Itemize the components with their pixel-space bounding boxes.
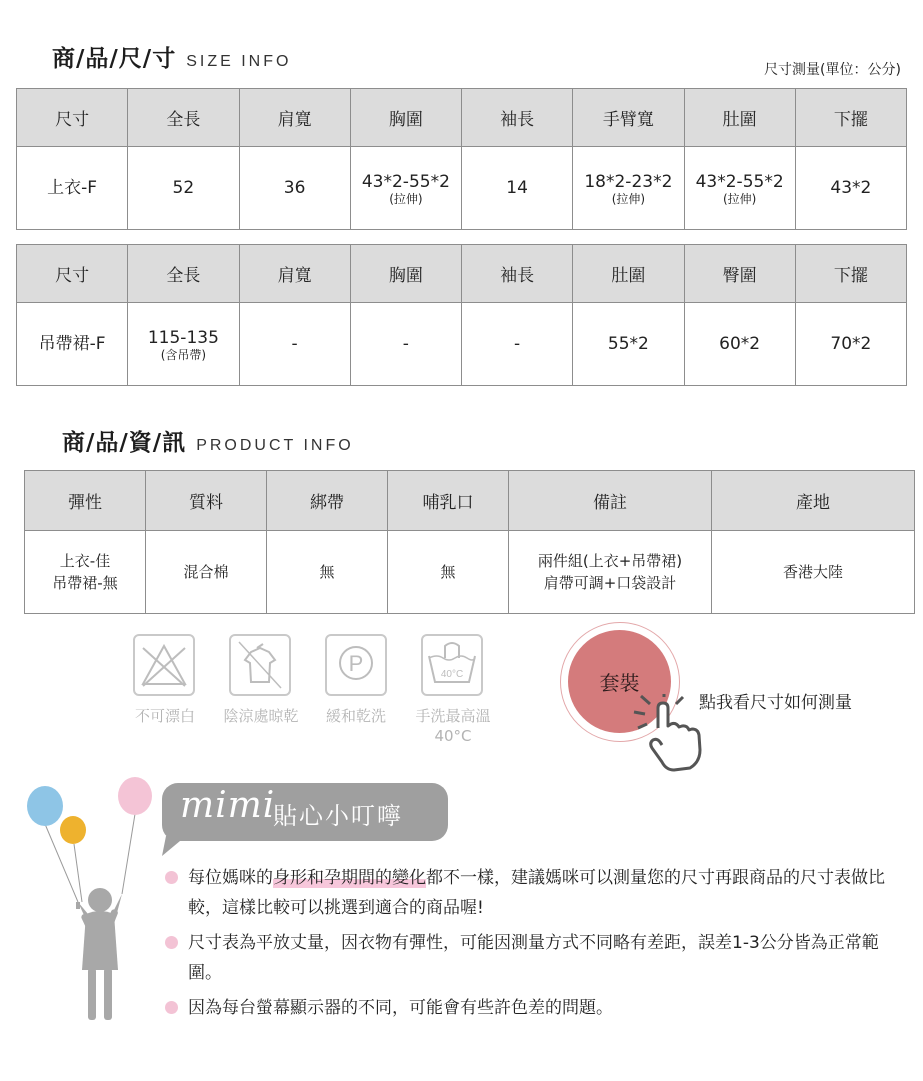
- product-title-en: PRODUCT INFO: [196, 437, 354, 454]
- size-title-zh: 商/品/尺/寸: [52, 46, 177, 72]
- cell-line: 無: [319, 563, 335, 581]
- cell-value: -: [514, 334, 521, 354]
- table-header: 綁帶: [267, 471, 388, 531]
- size-title-en: SIZE INFO: [186, 53, 292, 70]
- dry-clean-p-icon: [325, 634, 387, 696]
- cell-value: 115-135: [147, 327, 219, 348]
- table-cell: [17, 147, 128, 230]
- table-cell: [684, 303, 795, 386]
- balloon-blue: [27, 786, 63, 826]
- balloon-pink: [118, 777, 152, 815]
- table-header: 臀圍: [684, 245, 795, 303]
- care-label: [122, 706, 208, 726]
- tip-highlight: 身形和孕期間的變化: [273, 868, 426, 888]
- cell-value: 36: [283, 178, 306, 198]
- care-label-text: 不可漂白: [134, 707, 195, 725]
- product-info-table: [24, 470, 915, 614]
- cell-value: 18*2-23*2: [584, 171, 673, 192]
- dry-clean-symbol: P: [348, 651, 364, 676]
- cell-value: 60*2: [719, 334, 761, 354]
- table-header: 手臂寬: [573, 89, 684, 147]
- cell-value: 14: [506, 178, 528, 198]
- hand-wash-icon: [421, 634, 483, 696]
- cell-value: 70*2: [830, 334, 872, 354]
- table-header: 下擺: [795, 245, 906, 303]
- care-label-text: 手洗最高溫: [415, 707, 491, 725]
- tip-text: 因為每台螢幕顯示器的不同，可能會有些許色差的問題。: [188, 998, 613, 1018]
- table-header: 肩寬: [239, 245, 350, 303]
- cell-value: -: [402, 334, 409, 354]
- table-cell: [128, 147, 239, 230]
- table-header: 產地: [712, 471, 915, 531]
- table-cell: [573, 147, 684, 230]
- table-header: 尺寸: [17, 89, 128, 147]
- table-cell: [239, 303, 350, 386]
- table-header: 備註: [509, 471, 712, 531]
- table-cell: [350, 303, 461, 386]
- cell-line: 肩帶可調+口袋設計: [543, 574, 677, 592]
- table-header: 彈性: [25, 471, 146, 531]
- table-cell: [573, 303, 684, 386]
- tips-title: 貼心小叮嚀: [273, 802, 403, 830]
- table-cell: [25, 531, 146, 614]
- table-header: 肚圍: [573, 245, 684, 303]
- cell-line: 無: [440, 563, 456, 581]
- table-header: 尺寸: [17, 245, 128, 303]
- cell-value: 上衣-F: [47, 178, 98, 198]
- table-cell: [462, 147, 573, 230]
- table-header: 胸圍: [350, 245, 461, 303]
- tip-item: [188, 928, 900, 988]
- table-cell: [795, 303, 906, 386]
- table-cell: [684, 147, 795, 230]
- size-section-title: [52, 40, 291, 73]
- cell-value: -: [291, 334, 298, 354]
- cell-value: 55*2: [607, 334, 649, 354]
- care-label-sub: 40°C: [434, 727, 472, 745]
- table-header: 胸圍: [350, 89, 461, 147]
- cell-line: 上衣-佳: [59, 552, 111, 570]
- balloon-orange: [60, 816, 86, 844]
- tip-text: 每位媽咪的: [188, 868, 273, 888]
- shade-dry-icon: [229, 634, 291, 696]
- wash-temp-symbol: 40°C: [440, 669, 464, 680]
- table-cell: [712, 531, 915, 614]
- table-cell: [17, 303, 128, 386]
- table-cell: [146, 531, 267, 614]
- cell-value: 吊帶裙-F: [38, 334, 106, 354]
- tips-brand: mimi: [180, 785, 276, 826]
- cell-note: (拉伸): [722, 191, 757, 206]
- cell-line: 混合棉: [183, 563, 229, 581]
- girl-with-balloons-illustration: [22, 774, 162, 1044]
- care-label: [214, 706, 308, 726]
- table-cell: [509, 531, 712, 614]
- table-header: 全長: [128, 89, 239, 147]
- cell-value: 43*2-55*2: [695, 171, 784, 192]
- bullet-dot: [165, 936, 178, 949]
- table-header: 下擺: [795, 89, 906, 147]
- tips-banner: [162, 783, 448, 841]
- size-table-top: [16, 88, 907, 230]
- size-table-skirt: [16, 244, 907, 386]
- table-header: 哺乳口: [388, 471, 509, 531]
- product-section-title: [62, 424, 354, 457]
- cell-value: 52: [172, 178, 195, 198]
- cell-note: (拉伸): [611, 191, 646, 206]
- bullet-dot: [165, 1001, 178, 1014]
- measure-guide-link[interactable]: 點我看尺寸如何測量: [699, 693, 852, 713]
- tip-item: [188, 863, 900, 923]
- unit-note: 尺寸測量(單位：公分): [764, 62, 901, 78]
- table-cell: [462, 303, 573, 386]
- banner-tail: [162, 836, 188, 858]
- tip-text: 都不一樣，建議媽咪可以測量您的尺寸再跟商品的尺寸表做比較，這樣比較可以挑選到適合的商品喔!: [188, 868, 885, 918]
- table-cell: [388, 531, 509, 614]
- cell-note: (含吊帶): [160, 347, 207, 362]
- table-cell: [267, 531, 388, 614]
- table-header: 肚圍: [684, 89, 795, 147]
- care-label-text: 陰涼處晾乾: [223, 707, 299, 725]
- tip-item: [188, 993, 900, 1023]
- cell-line: 香港大陸: [782, 563, 843, 581]
- no-bleach-icon: [133, 634, 195, 696]
- care-label: [314, 706, 398, 726]
- care-label: [408, 706, 498, 746]
- cell-line: 吊帶裙-無: [52, 574, 118, 592]
- table-cell: [350, 147, 461, 230]
- table-header: 全長: [128, 245, 239, 303]
- table-header: 袖長: [462, 245, 573, 303]
- tip-text: 尺寸表為平放丈量，因衣物有彈性，可能因測量方式不同略有差距，誤差1-3公分皆為正常範圍。: [188, 933, 879, 983]
- product-title-zh: 商/品/資/訊: [62, 430, 187, 456]
- table-cell: [795, 147, 906, 230]
- table-cell: [128, 303, 239, 386]
- table-cell: [239, 147, 350, 230]
- care-label-text: 緩和乾洗: [325, 707, 386, 725]
- cell-value: 43*2-55*2: [361, 171, 450, 192]
- table-header: 質料: [146, 471, 267, 531]
- cell-note: (拉伸): [389, 191, 423, 206]
- table-header: 袖長: [462, 89, 573, 147]
- table-header: 肩寬: [239, 89, 350, 147]
- set-button-label: 套裝: [599, 671, 640, 695]
- cell-value: 43*2: [830, 178, 872, 198]
- bullet-dot: [165, 871, 178, 884]
- cell-line: 兩件組(上衣+吊帶裙): [537, 552, 683, 570]
